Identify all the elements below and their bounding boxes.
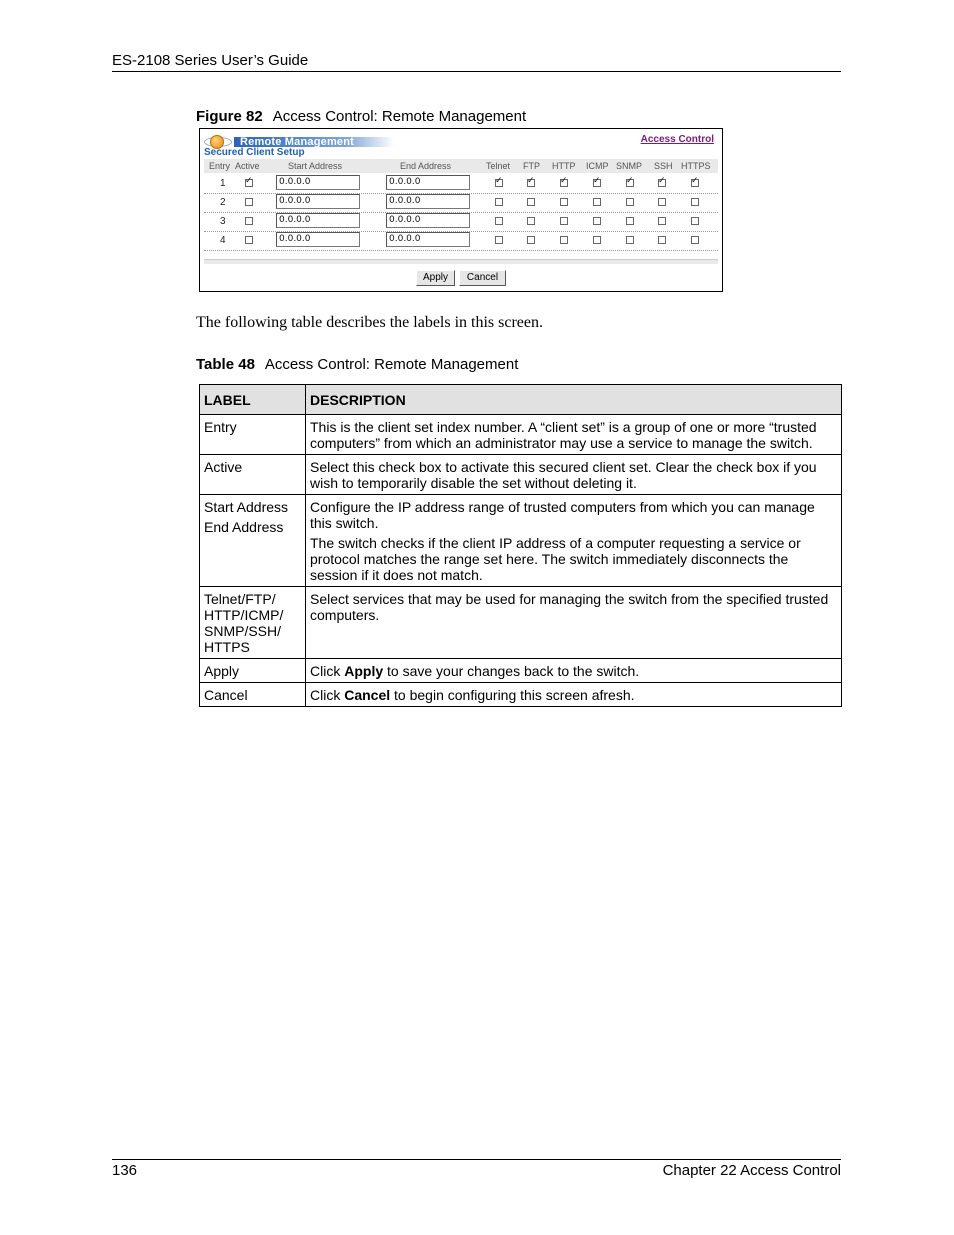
- http-checkbox[interactable]: [560, 179, 568, 187]
- telnet-checkbox[interactable]: [495, 198, 503, 206]
- icmp-checkbox[interactable]: [593, 179, 601, 187]
- col-ftp: FTP: [523, 161, 540, 171]
- description-post: to save your changes back to the switch.: [383, 663, 640, 679]
- zyxel-logo-icon: [204, 135, 234, 147]
- row-description: [306, 415, 842, 455]
- table-header-row: [200, 385, 842, 415]
- screen-subtitle: Secured Client Setup: [204, 147, 305, 158]
- row-description: [306, 587, 842, 659]
- col-entry: Entry: [209, 161, 231, 171]
- http-checkbox[interactable]: [560, 198, 568, 206]
- header-rule: [112, 71, 841, 72]
- telnet-checkbox[interactable]: [495, 236, 503, 244]
- telnet-checkbox[interactable]: [495, 179, 503, 187]
- row-label: [200, 683, 306, 707]
- table-row: [200, 455, 842, 495]
- row-label: [200, 415, 306, 455]
- row-label: [200, 659, 306, 683]
- active-checkbox[interactable]: [245, 217, 253, 225]
- icmp-checkbox[interactable]: [593, 217, 601, 225]
- snmp-checkbox[interactable]: [626, 236, 634, 244]
- col-start-address: Start Address: [288, 161, 343, 171]
- telnet-checkbox[interactable]: [495, 217, 503, 225]
- ftp-checkbox[interactable]: [527, 236, 535, 244]
- start-address-input[interactable]: 0.0.0.0: [276, 213, 360, 228]
- row-label: [200, 455, 306, 495]
- label-text: Active: [204, 459, 243, 475]
- figure-caption: [196, 108, 526, 125]
- entry-number: 2: [220, 197, 226, 208]
- cancel-button[interactable]: Cancel: [459, 270, 506, 286]
- col-icmp: ICMP: [586, 161, 609, 171]
- client-set-row: [204, 212, 718, 232]
- snmp-checkbox[interactable]: [626, 179, 634, 187]
- row-description: [306, 683, 842, 707]
- table-row: [200, 659, 842, 683]
- http-checkbox[interactable]: [560, 217, 568, 225]
- description-bold: Cancel: [344, 687, 391, 703]
- figure-number: Figure 82: [196, 108, 263, 125]
- description-text: Select services that may be used for managing the switch from the specified trusted computers.: [310, 591, 829, 623]
- description-text: Select this check box to activate this secured client set. Clear the check box if you wish to temporarily disable the set without deleting it.: [310, 459, 817, 491]
- header-description: DESCRIPTION: [306, 385, 842, 415]
- col-active: Active: [235, 161, 260, 171]
- apply-button[interactable]: Apply: [416, 270, 455, 286]
- page-number: 136: [112, 1162, 138, 1179]
- ssh-checkbox[interactable]: [658, 179, 666, 187]
- end-address-input[interactable]: 0.0.0.0: [386, 194, 470, 209]
- https-checkbox[interactable]: [691, 236, 699, 244]
- screen-bottom-bar: [204, 259, 718, 264]
- labels-description-table: [199, 384, 842, 707]
- label-text: Apply: [204, 663, 240, 679]
- figure-caption-text: Access Control: Remote Management: [272, 108, 527, 125]
- intro-paragraph: The following table describes the labels in this screen.: [196, 314, 544, 331]
- description-text: [310, 687, 837, 703]
- col-http: HTTP: [552, 161, 576, 171]
- entry-number: 3: [220, 216, 226, 227]
- screen-column-header: [204, 159, 718, 173]
- ftp-checkbox[interactable]: [527, 198, 535, 206]
- snmp-checkbox[interactable]: [626, 217, 634, 225]
- ssh-checkbox[interactable]: [658, 198, 666, 206]
- icmp-checkbox[interactable]: [593, 198, 601, 206]
- active-checkbox[interactable]: [245, 198, 253, 206]
- col-snmp: SNMP: [616, 161, 643, 171]
- entry-number: 1: [220, 178, 226, 189]
- icmp-checkbox[interactable]: [593, 236, 601, 244]
- table-row: [200, 415, 842, 455]
- description-pre: Click: [310, 663, 345, 679]
- col-end-address: End Address: [400, 161, 452, 171]
- row-description: [306, 495, 842, 587]
- row-label: [200, 587, 306, 659]
- chapter-title: Chapter 22 Access Control: [662, 1162, 841, 1179]
- access-control-link[interactable]: Access Control: [640, 134, 714, 145]
- description-text: This is the client set index number. A “client set” is a group of one or more “trusted computers” from which an administrator may use a service to manage the switch.: [310, 419, 817, 451]
- client-set-row: [204, 231, 718, 251]
- row-description: [306, 455, 842, 495]
- https-checkbox[interactable]: [691, 179, 699, 187]
- label-text: Cancel: [204, 687, 248, 703]
- description-text: The switch checks if the client IP address of a computer requesting a service or protocol matches the range set here. The switch immediately disconnects the session if it does not match.: [310, 535, 801, 583]
- active-checkbox[interactable]: [245, 236, 253, 244]
- https-checkbox[interactable]: [691, 198, 699, 206]
- client-set-row: [204, 193, 718, 213]
- header-label: LABEL: [200, 385, 306, 415]
- ssh-checkbox[interactable]: [658, 217, 666, 225]
- col-ssh: SSH: [654, 161, 673, 171]
- col-https: HTTPS: [681, 161, 711, 171]
- table-number: Table 48: [196, 356, 255, 373]
- start-address-input[interactable]: 0.0.0.0: [276, 194, 360, 209]
- ftp-checkbox[interactable]: [527, 217, 535, 225]
- http-checkbox[interactable]: [560, 236, 568, 244]
- label-text: Telnet/FTP/ HTTP/ICMP/ SNMP/SSH/ HTTPS: [204, 591, 284, 655]
- remote-management-screenshot: [199, 128, 723, 292]
- end-address-input[interactable]: 0.0.0.0: [386, 232, 470, 247]
- table-caption: [196, 356, 518, 373]
- table-row: [200, 587, 842, 659]
- label-text: Entry: [204, 419, 237, 435]
- end-address-input[interactable]: 0.0.0.0: [386, 213, 470, 228]
- table-row: [200, 495, 842, 587]
- page-header-title: ES-2108 Series User’s Guide: [112, 52, 309, 69]
- label-text: Start Address: [204, 499, 289, 515]
- description-text: [310, 663, 837, 679]
- snmp-checkbox[interactable]: [626, 198, 634, 206]
- active-checkbox[interactable]: [245, 179, 253, 187]
- screen-title: Remote Management: [240, 136, 355, 148]
- entry-number: 4: [220, 235, 226, 246]
- https-checkbox[interactable]: [691, 217, 699, 225]
- row-label: [200, 495, 306, 587]
- table-row: [200, 683, 842, 707]
- row-description: [306, 659, 842, 683]
- footer-rule: [112, 1159, 841, 1160]
- start-address-input[interactable]: 0.0.0.0: [276, 175, 360, 190]
- col-telnet: Telnet: [486, 161, 511, 171]
- description-pre: Click: [310, 687, 345, 703]
- description-bold: Apply: [344, 663, 384, 679]
- table-caption-text: Access Control: Remote Management: [264, 356, 519, 373]
- ftp-checkbox[interactable]: [527, 179, 535, 187]
- description-post: to begin configuring this screen afresh.: [390, 687, 635, 703]
- label-text: End Address: [204, 519, 284, 535]
- end-address-input[interactable]: 0.0.0.0: [386, 175, 470, 190]
- ssh-checkbox[interactable]: [658, 236, 666, 244]
- description-text: Configure the IP address range of trusted computers from which you can manage this switch.: [310, 499, 815, 531]
- start-address-input[interactable]: 0.0.0.0: [276, 232, 360, 247]
- client-set-row: [204, 174, 718, 194]
